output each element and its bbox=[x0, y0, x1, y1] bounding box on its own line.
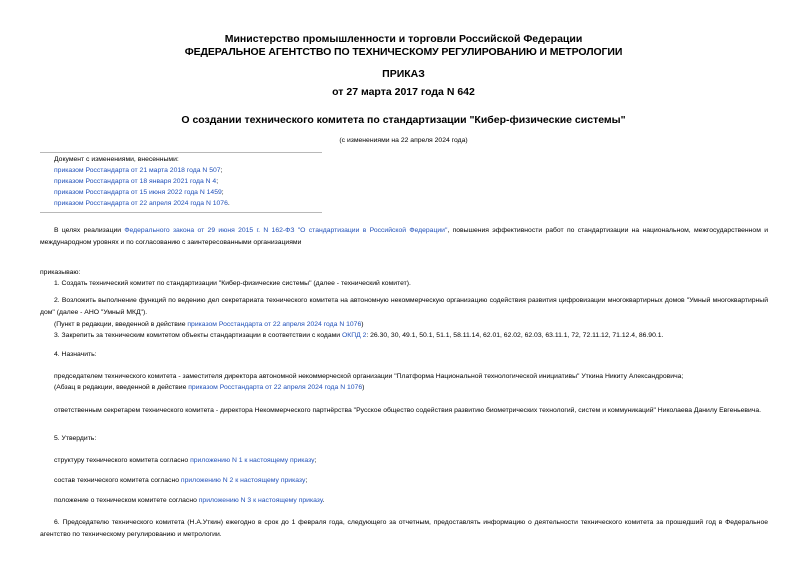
agency-name: ФЕДЕРАЛЬНОЕ АГЕНТСТВО ПО ТЕХНИЧЕСКОМУ РЕГУЛИРОВАНИЮ И МЕТРОЛОГИИ bbox=[184, 46, 623, 58]
item-5-regulation: положение о техническом комитете согласно приложению N 3 к настоящему приказу. bbox=[54, 497, 325, 504]
change-link[interactable]: приказом Росстандарта от 15 июня 2022 года N 1459 bbox=[54, 189, 222, 196]
item-2-note-link[interactable]: приказом Росстандарта от 22 апреля 2024 года N 1076 bbox=[187, 321, 362, 328]
change-link-item: приказом Росстандарта от 18 января 2021 года N 4; bbox=[54, 178, 219, 185]
appendix-2-link[interactable]: приложению N 2 к настоящему приказу bbox=[180, 477, 306, 484]
preamble-paragraph: В целях реализации Федерального закона от 29 июня 2015 г. N 162-ФЗ "О стандартизации в Российской Федерации", повышения эффективности работ по стандартизации на национальном, межгосударственном и международном уровнях и по согласованию с заинтересованными организациями bbox=[40, 227, 768, 246]
item-5-composition: состав технического комитета согласно приложению N 2 к настоящему приказу; bbox=[54, 477, 308, 484]
item-4-note: (Абзац в редакции, введенной в действие приказом Росстандарта от 22 апреля 2024 года N 1076) bbox=[54, 384, 365, 391]
item-1: 1. Создать технический комитет по стандартизации "Кибер-физические системы" (далее - технический комитет). bbox=[54, 280, 411, 287]
item-4-secretary: ответственным секретарем технического комитета - директора Некоммерческого партнёрства "Русское общество содействия развитию биометрических технологий, систем и коммуникаций" Николаева Данилу Евгеньевича. bbox=[54, 407, 762, 414]
changes-intro: Документ с изменениями, внесенными: bbox=[54, 156, 179, 163]
item-3: 3. Закрепить за техническим комитетом объекты стандартизации в соответствии с кодами ОКПД 2: 26.30, 30, 49.1, 50.1, 51.1, 58.11.14, 62.01, 62.02, 62.03, 63.11.1, 72, 72.11.12, 71.12.4, 86.90.1. bbox=[54, 332, 664, 339]
law-link[interactable]: Федерального закона от 29 июня 2015 г. N 162-ФЗ "О стандартизации в Российской Федерации" bbox=[124, 227, 448, 234]
item-2-note: (Пункт в редакции, введенной в действие приказом Росстандарта от 22 апреля 2024 года N 1076) bbox=[54, 321, 364, 328]
change-link[interactable]: приказом Росстандарта от 18 января 2021 года N 4 bbox=[54, 178, 217, 185]
change-link[interactable]: приказом Росстандарта от 22 апреля 2024 года N 1076 bbox=[54, 200, 228, 207]
change-link-item: приказом Росстандарта от 21 марта 2018 года N 507; bbox=[54, 167, 223, 174]
item-5-structure: структуру технического комитета согласно приложению N 1 к настоящему приказу; bbox=[54, 457, 317, 464]
ministry-name: Министерство промышленности и торговли Российской Федерации bbox=[224, 33, 583, 45]
item-4-note-link[interactable]: приказом Росстандарта от 22 апреля 2024 года N 1076 bbox=[188, 384, 363, 391]
item-4: 4. Назначить: bbox=[54, 351, 97, 358]
change-link-item: приказом Росстандарта от 15 июня 2022 года N 1459; bbox=[54, 189, 224, 196]
document-date-number: от 27 марта 2017 года N 642 bbox=[332, 86, 475, 98]
change-link-item: приказом Росстандарта от 22 апреля 2024 года N 1076. bbox=[54, 200, 230, 207]
revision-note: (с изменениями на 22 апреля 2024 года) bbox=[339, 137, 468, 144]
item-2: 2. Возложить выполнение функций по ведению дел секретариата технического комитета на автономную некоммерческую организацию содействия развития цифровизации многоквартирных домов "Умный многоквартирный дом" (далее - АНО "Умный МКД"). bbox=[40, 297, 768, 316]
divider-bottom bbox=[40, 212, 322, 213]
appendix-3-link[interactable]: приложению N 3 к настоящему приказу bbox=[198, 497, 323, 504]
item-6: 6. Председателю технического комитета (Н.А.Уткин) ежегодно в срок до 1 февраля года, следующего за отчетным, предоставлять информацию о деятельности технического комитета за прошедший год в Федеральное агентство по техническому регулированию и метрологии. bbox=[40, 519, 768, 538]
change-link[interactable]: приказом Росстандарта от 21 марта 2018 года N 507 bbox=[54, 167, 221, 174]
document-title: О создании технического комитета по стандартизации "Кибер-физические системы" bbox=[181, 114, 626, 126]
item-4-chair: председателем технического комитета - заместителя директора автономной некоммерческой организации "Платформа Национальной технологической инициативы" Уткина Никиту Александровича; bbox=[54, 373, 684, 380]
document-type: ПРИКАЗ bbox=[382, 68, 425, 80]
divider-top bbox=[40, 152, 322, 153]
order-word: приказываю: bbox=[40, 269, 81, 276]
item-5: 5. Утвердить: bbox=[54, 435, 97, 442]
appendix-1-link[interactable]: приложению N 1 к настоящему приказу bbox=[190, 457, 315, 464]
okpd2-link[interactable]: ОКПД 2 bbox=[341, 332, 367, 339]
